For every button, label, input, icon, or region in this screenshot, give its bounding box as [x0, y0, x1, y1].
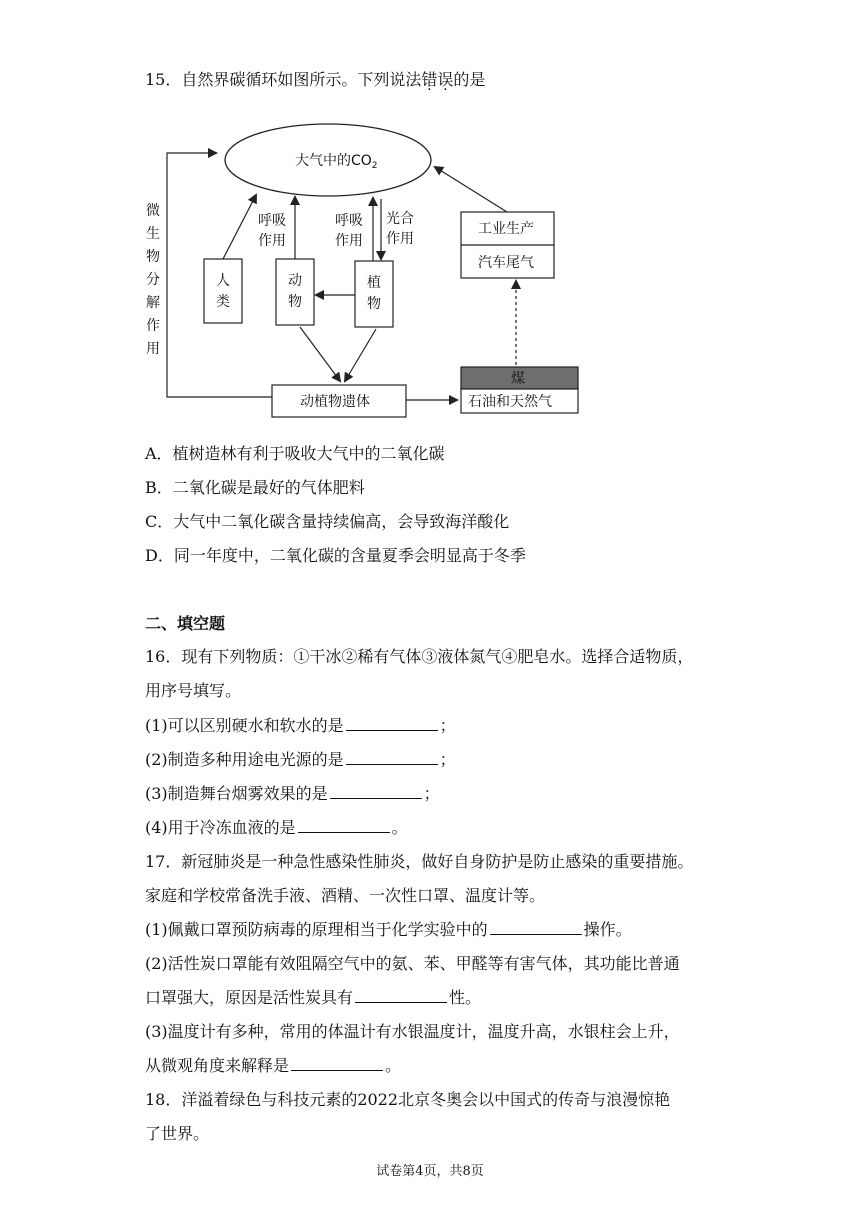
q17-part-3b: 从微观角度来解释是 。: [145, 1056, 402, 1075]
q15-stem: [145, 70, 485, 90]
animals-to-remains-arrow: [300, 327, 340, 381]
animals-box: [276, 259, 314, 325]
plants-label-2: 物: [367, 296, 381, 312]
q16-part-3: (3)制造舞台烟雾效果的是 ；: [145, 784, 440, 803]
q17-part-1: (1)佩戴口罩预防病毒的原理相当于化学实验中的 操作。: [145, 920, 632, 939]
answer-blank[interactable]: [298, 818, 390, 833]
answer-blank[interactable]: [490, 920, 582, 935]
atmosphere-label: 大气中的$CO_2$: [295, 153, 378, 171]
exhaust-label: 汽车尾气: [478, 255, 534, 271]
animals-label-1: 动: [288, 273, 302, 289]
photosynthesis-label-b: 作用: [386, 231, 414, 247]
decomposer-label: [146, 202, 160, 357]
option-a: A．植树造林有利于吸收大气中的二氧化碳: [145, 444, 445, 463]
q16-part-1: (1)可以区别硬水和软水的是 ；: [145, 716, 456, 735]
option-d: D．同一年度中，二氧化碳的含量夏季会明显高于冬季: [145, 546, 526, 565]
q15-stem-emphasis: [421, 70, 453, 89]
respiration-label-1b: 作用: [258, 233, 286, 249]
oil-gas-label: 石油和天然气: [468, 394, 552, 410]
svg-text:物: 物: [146, 249, 160, 265]
q17-part-2b: 口罩强大，原因是活性炭具有 性。: [145, 988, 482, 1007]
svg-text:用: 用: [146, 341, 160, 357]
answer-blank[interactable]: [346, 716, 438, 731]
q15-stem-suffix: 的是: [453, 70, 486, 89]
answer-blank[interactable]: [355, 988, 447, 1003]
option-b: B．二氧化碳是最好的气体肥料: [145, 478, 365, 497]
svg-text:微: 微: [146, 203, 160, 219]
respiration-label-2a: 呼吸: [335, 213, 363, 229]
q17-part-2a: (2)活性炭口罩能有效阻隔空气中的氨、苯、甲醛等有害气体，其功能比普通: [145, 954, 680, 973]
industry-to-atmosphere-arrow: [435, 167, 507, 212]
page-footer: 试卷第4页，共8页: [376, 1164, 484, 1179]
q16-stem-1: 16．现有下列物质：①干冰②稀有气体③液体氮气④肥皂水。选择合适物质，: [145, 647, 694, 666]
q16-part-2: (2)制造多种用途电光源的是 ；: [145, 750, 456, 769]
remains-label: 动植物遗体: [300, 394, 370, 410]
respiration-label-2b: 作用: [335, 233, 363, 249]
coal-label: 煤: [511, 371, 525, 387]
q17-stem-2: 家庭和学校常备洗手液、酒精、一次性口罩、温度计等。: [145, 886, 546, 905]
q17-part-3a: (3)温度计有多种，常用的体温计有水银温度计，温度升高，水银柱会上升，: [145, 1022, 680, 1041]
industry-label: 工业生产: [478, 221, 534, 237]
q18-stem-2: 了世界。: [145, 1124, 210, 1143]
answer-blank[interactable]: [346, 750, 438, 765]
q16-part-4: (4)用于冷冻血液的是 。: [145, 818, 408, 837]
emphasis-char-1: 错: [421, 70, 438, 89]
option-c: C．大气中二氧化碳含量持续偏高，会导致海洋酸化: [145, 512, 510, 531]
emphasis-char-2: 误: [437, 70, 454, 89]
humans-box: [204, 259, 242, 323]
answer-blank[interactable]: [291, 1056, 383, 1071]
respiration-label-1a: 呼吸: [258, 213, 286, 229]
svg-text:分: 分: [146, 272, 160, 288]
humans-label-2: 类: [216, 294, 230, 310]
humans-label-1: 人: [216, 273, 230, 289]
svg-text:解: 解: [146, 295, 160, 311]
q15-stem-prefix: 15．自然界碳循环如图所示。下列说法: [145, 70, 422, 89]
svg-text:作: 作: [146, 318, 160, 334]
plants-to-remains-arrow: [345, 329, 376, 381]
answer-blank[interactable]: [330, 784, 422, 799]
humans-to-atmosphere-arrow: [223, 195, 256, 259]
section-title: 二、填空题: [145, 614, 226, 633]
plants-box: [355, 261, 393, 327]
carbon-cycle-diagram: [140, 115, 600, 435]
q18-stem-1: 18．洋溢着绿色与科技元素的2022北京冬奥会以中国式的传奇与浪漫惊艳: [145, 1090, 671, 1109]
q16-stem-2: 用序号填写。: [145, 681, 242, 700]
plants-label-1: 植: [367, 275, 381, 291]
photosynthesis-label-a: 光合: [386, 211, 414, 227]
q17-stem-1: 17．新冠肺炎是一种急性感染性肺炎，做好自身防护是防止感染的重要措施。: [145, 852, 694, 871]
animals-label-2: 物: [288, 294, 302, 310]
svg-text:生: 生: [146, 226, 160, 242]
